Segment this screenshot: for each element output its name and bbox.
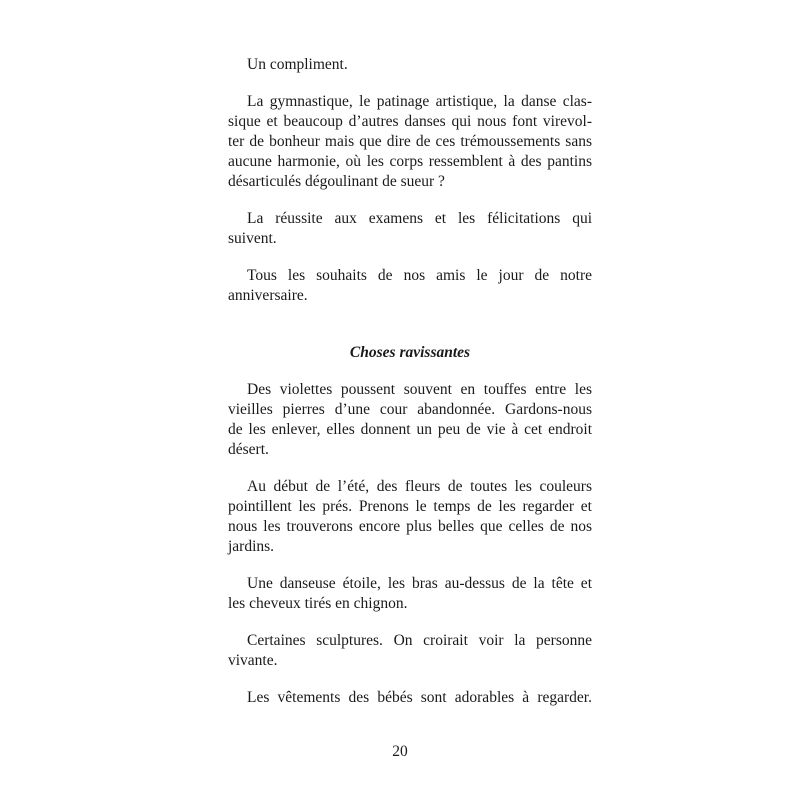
text-line: sique et beaucoup d’autres danses qui nous font virevol-: [228, 113, 592, 130]
text-line: La réussite aux examens et les félicitations qui: [247, 210, 592, 227]
text-line: vieilles pierres d’une cour abandonnée. Gardons-nous: [228, 401, 592, 418]
text-line: anniversaire.: [228, 287, 308, 304]
text-line: vivante.: [228, 652, 278, 669]
text-line: Un compliment.: [247, 56, 348, 73]
text-line: Une danseuse étoile, les bras au-dessus de la tête et: [247, 575, 592, 592]
text-line: pointillent les prés. Prenons le temps de les regarder et: [228, 498, 592, 515]
section-heading: Choses ravissantes: [349, 344, 471, 361]
text-line: jardins.: [228, 538, 275, 555]
text-line: suivent.: [228, 230, 277, 247]
paragraph: [228, 55, 592, 75]
page-number: 20: [392, 743, 408, 760]
text-line: les cheveux tirés en chignon.: [228, 595, 408, 612]
text-line: Des violettes poussent souvent en touffes entre les: [247, 381, 592, 398]
text-line: ter de bonheur mais que dire de ces trémoussements sans: [228, 133, 592, 150]
text-line: désert.: [228, 441, 269, 458]
text-line: désarticulés dégoulinant de sueur ?: [228, 173, 445, 190]
text-line: nous les trouverons encore plus belles que celles de nos: [228, 518, 592, 535]
paragraph: [228, 266, 592, 306]
text-line: Tous les souhaits de nos amis le jour de notre: [247, 267, 592, 284]
paragraph: [228, 574, 592, 614]
text-line: de les enlever, elles donnent un peu de vie à cet endroit: [228, 421, 592, 438]
paragraph: [228, 92, 592, 192]
text-line: Les vêtements des bébés sont adorables à regarder.: [247, 689, 592, 706]
text-line: aucune harmonie, où les corps ressemblent à des pantins: [228, 153, 592, 170]
paragraph: [228, 380, 592, 460]
text-line: Au début de l’été, des fleurs de toutes les couleurs: [247, 478, 592, 495]
paragraph: [228, 631, 592, 671]
text-line: Certaines sculptures. On croirait voir la personne: [247, 632, 592, 649]
paragraph: [228, 209, 592, 249]
text-line: La gymnastique, le patinage artistique, la danse clas-: [247, 93, 592, 110]
text-column: [228, 55, 592, 708]
paragraph: [228, 477, 592, 557]
paragraph: [228, 688, 592, 708]
